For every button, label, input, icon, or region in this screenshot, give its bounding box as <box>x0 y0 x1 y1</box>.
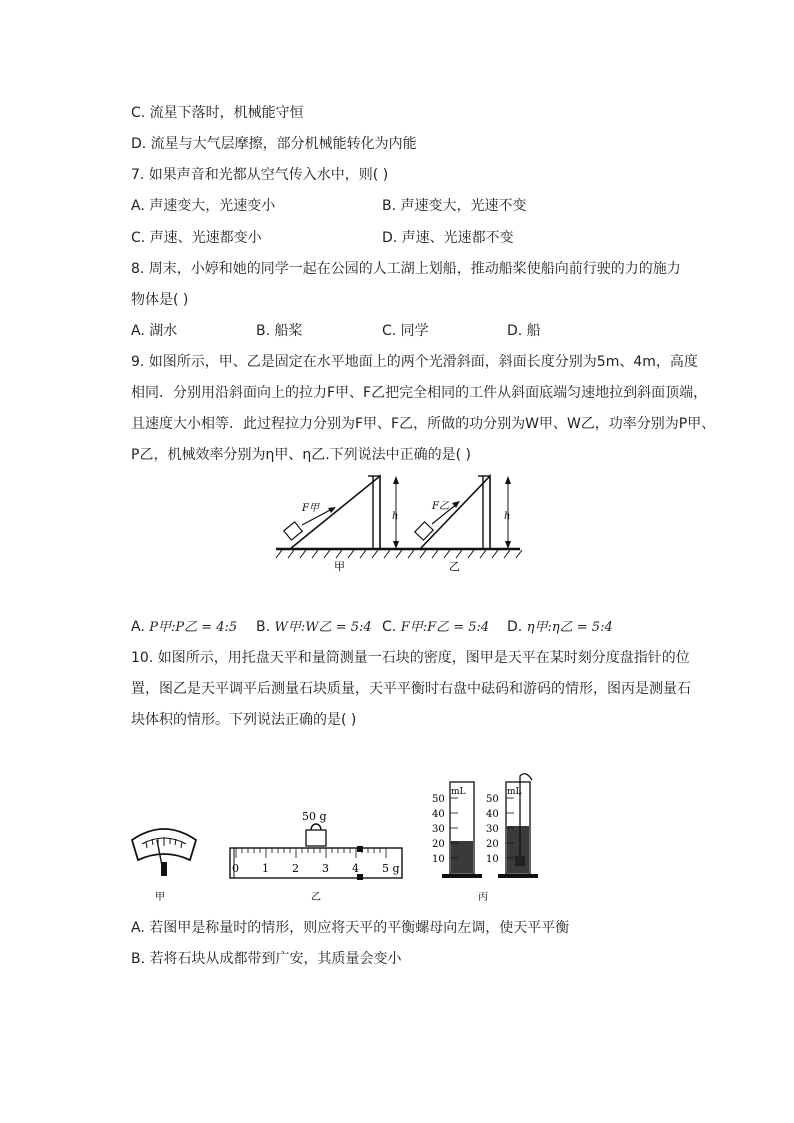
scale-tick-3: 3 <box>322 862 329 875</box>
q8-stem-line1: 8. 周末，小婷和她的同学一起在公园的人工湖上划船，推动船桨使船向前行驶的力的施力 <box>131 261 681 277</box>
q8-stem-line2: 物体是( ) <box>131 292 189 308</box>
cylinder-before-unit: mL <box>451 787 466 797</box>
q9-option-b-expr: W甲:W乙 = 5:4 <box>274 620 372 635</box>
cylinder-before-tick-20: 20 <box>432 839 445 850</box>
q9-option-b-label: B. <box>256 619 271 635</box>
q9-option-c-expr: F甲:F乙 = 5:4 <box>400 620 490 635</box>
cylinder-after-tick-30: 30 <box>486 824 499 835</box>
cylinder-after-unit: mL <box>507 787 522 797</box>
cylinder-before-tick-40: 40 <box>432 809 445 820</box>
cylinder-before-tick-30: 30 <box>432 824 445 835</box>
cylinder-after-tick-40: 40 <box>486 809 499 820</box>
q9-option-c <box>382 617 489 638</box>
q10-option-a: A. 若图甲是称量时的情形，则应将天平的平衡螺母向左调，使天平平衡 <box>131 920 570 936</box>
q9-stem-line4: P乙，机械效率分别为η甲、η乙.下列说法中正确的是( ) <box>131 447 472 463</box>
q10-option-b: B. 若将石块从成都带到广安，其质量会变小 <box>131 951 402 967</box>
q7-option-a: A. 声速变大，光速变小 <box>131 198 276 214</box>
scale-tick-5: 5 g <box>382 862 400 875</box>
figure-jia-label: 甲 <box>155 892 165 903</box>
q7-option-c: C. 声速、光速都变小 <box>131 230 262 246</box>
figure-inclines <box>272 470 524 578</box>
weight-label: 50 g <box>302 810 327 823</box>
q9-option-d-label: D. <box>507 619 523 635</box>
q8-option-b: B. 船桨 <box>256 323 303 339</box>
force-jia-label: F甲 <box>302 503 319 514</box>
height-right-label: h <box>504 511 511 522</box>
dial-gauge <box>132 829 196 876</box>
q7-option-b: B. 声速变大，光速不变 <box>382 198 527 214</box>
figure-balance-measurement <box>128 768 538 908</box>
q9-option-a-label: A. <box>131 619 145 635</box>
force-yi-label: F乙 <box>432 501 449 512</box>
q10-stem-line1: 10. 如图所示，用托盘天平和量筒测量一石块的密度，图甲是天平在某时刻分度盘指针的位 <box>131 650 690 666</box>
incline-jia-label: 甲 <box>334 560 345 573</box>
q7-stem: 7. 如果声音和光都从空气传入水中，则( ) <box>131 167 389 183</box>
q9-option-c-label: C. <box>382 619 397 635</box>
q7-option-d: D. 声速、光速都不变 <box>382 230 514 246</box>
cylinder-before-tick-50: 50 <box>432 794 445 805</box>
q10-stem-line2: 置，图乙是天平调平后测量石块质量，天平平衡时右盘中砝码和游码的情形，图丙是测量石 <box>131 681 691 697</box>
q8-option-a: A. 湖水 <box>131 323 178 339</box>
q6-option-c: C. 流星下落时，机械能守恒 <box>131 105 304 121</box>
q10-stem-line3: 块体积的情形。下列说法正确的是( ) <box>131 712 357 728</box>
q9-option-d <box>507 617 613 638</box>
scale-tick-2: 2 <box>292 862 299 875</box>
q9-stem-line3: 且速度大小相等．此过程拉力分别为F甲、F乙，所做的功分别为W甲、W乙，功率分别为P甲、 <box>131 416 716 432</box>
q6-option-d: D. 流星与大气层摩擦，部分机械能转化为内能 <box>131 136 417 152</box>
q9-option-a-expr: P甲:P乙 = 4:5 <box>149 620 238 635</box>
cylinder-before-tick-10: 10 <box>432 854 445 865</box>
q9-option-d-expr: η甲:η乙 = 5:4 <box>526 620 613 635</box>
scale-tick-1: 1 <box>262 862 269 875</box>
incline-yi-label: 乙 <box>449 560 460 573</box>
height-left-label: h <box>392 511 399 522</box>
q9-option-a <box>131 617 237 638</box>
q9-stem-line2: 相同．分别用沿斜面向上的拉力F甲、F乙把完全相同的工件从斜面底端匀速地拉到斜面顶端， <box>131 385 708 401</box>
scale-tick-0: 0 <box>232 862 239 875</box>
q9-stem-line1: 9. 如图所示，甲、乙是固定在水平地面上的两个光滑斜面，斜面长度分别为5m、4m，高度 <box>131 354 698 370</box>
scale-tick-4: 4 <box>352 862 359 875</box>
figure-bing-label: 丙 <box>478 892 488 903</box>
q9-option-b <box>256 617 372 638</box>
cylinder-after-tick-10: 10 <box>486 854 499 865</box>
q8-option-c: C. 同学 <box>382 323 429 339</box>
q8-option-d: D. 船 <box>507 323 541 339</box>
figure-yi-label: 乙 <box>311 892 321 903</box>
cylinder-after-tick-50: 50 <box>486 794 499 805</box>
cylinder-after-tick-20: 20 <box>486 839 499 850</box>
